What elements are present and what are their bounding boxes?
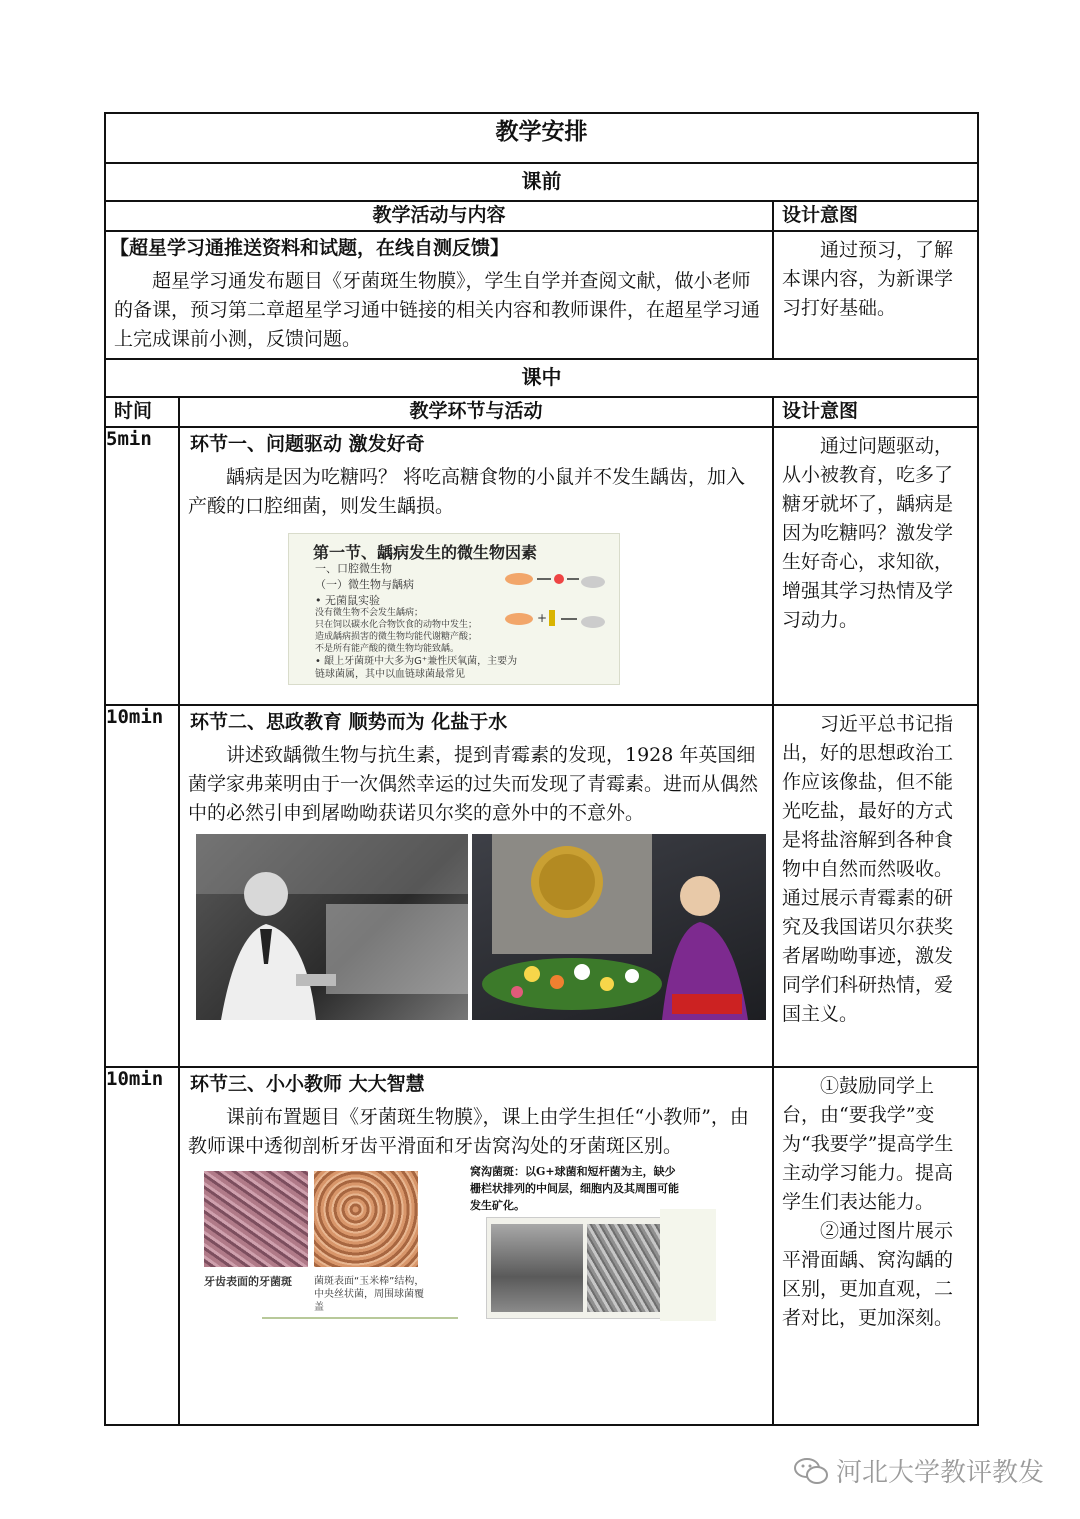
slide1-line1: 没有微生物不会发生龋病；	[315, 608, 424, 618]
plaque-caption-2: 菌斑表面“玉米棒”结构，中央丝状菌，周围球菌覆盖	[314, 1276, 425, 1313]
slide1-bullet2b: 链球菌属，其中以血链球菌最常见	[315, 669, 465, 680]
mouse-experiment-diagram	[489, 564, 609, 644]
fissure-note-1: 窝沟菌斑：以G+球菌和短杆菌为主，缺少	[470, 1165, 676, 1178]
slide-divider	[262, 1317, 458, 1319]
fissure-sem-image-1	[491, 1224, 583, 1312]
row2-section-title: 环节二、思政教育 顺势而为 化盐于水	[190, 711, 508, 733]
wechat-icon	[794, 1457, 828, 1485]
activity-header: 教学环节与活动	[179, 397, 773, 427]
row1-intent-cell	[773, 427, 978, 705]
pre-class-intent: 通过预习，了解本课内容，为新课学习打好基础。	[782, 239, 954, 319]
row3-body: 课前布置题目《牙菌斑生物膜》，课上由学生担任“小教师”，由教师课中透彻剖析牙齿平滑面和牙齿窝沟处的牙菌斑区别。	[188, 1106, 749, 1157]
fissure-plaque-note	[470, 1163, 706, 1214]
intent-header: 设计意图	[773, 397, 978, 427]
row1-activity-cell	[179, 427, 773, 705]
row3-intent-1: ①鼓励同学上台，由“要我学”变为“我要学”提高学生主动学习能力。提高学生们表达能力。	[782, 1075, 954, 1213]
fissure-note-2: 栅栏状排列的中间层，细胞内及其周围可能	[470, 1182, 679, 1195]
row2-activity-cell	[179, 705, 773, 1067]
row2-photos	[180, 834, 772, 1024]
fleming-photo	[196, 834, 468, 1020]
plaque-sem-image-2	[314, 1171, 418, 1267]
fissure-sem-images	[486, 1217, 688, 1319]
row2-time: 10min	[105, 705, 179, 1067]
slide1-line4: 不是所有能产酸的微生物均能致龋。	[315, 644, 460, 654]
slide1-bullet2: • 龈上牙菌斑中大多为G⁺兼性厌氧菌，主要为	[315, 656, 518, 667]
row3-section-title: 环节三、小小教师 大大智慧	[190, 1073, 425, 1095]
slide1-line2: 只在饲以碳水化合物饮食的动物中发生；	[315, 620, 478, 630]
row1-slide-image	[288, 533, 620, 685]
time-header: 时间	[105, 397, 179, 427]
pre-class-activity-body: 超星学习通发布题目《牙菌斑生物膜》，学生自学并查阅文献，做小老师的备课，预习第二章超星学习通中链接的相关内容和教师课件，在超星学习通上完成课前小测，反馈问题。	[114, 270, 761, 350]
page-title: 教学安排	[105, 113, 978, 163]
watermark	[794, 1452, 1044, 1489]
plaque-sem-image-1	[204, 1171, 308, 1267]
slide1-heading: 第一节、龋病发生的微生物因素	[313, 543, 538, 562]
row3-intent-cell	[773, 1067, 978, 1425]
row1-body: 龋病是因为吃糖吗？ 将吃高糖食物的小鼠并不发生龋齿，加入产酸的口腔细菌，则发生龋损。	[188, 466, 746, 517]
slide1-sub2: （一）微生物与龋病	[315, 578, 414, 591]
in-class-heading: 课中	[105, 359, 978, 397]
row1-intent: 通过问题驱动，从小被教育，吃多了糖牙就坏了，龋病是因为吃糖吗？激发学生好奇心，求知欲，增强其学习热情及学习动力。	[782, 435, 954, 631]
row3-intent-2: ②通过图片展示平滑面龋、窝沟龋的区别，更加直观，二者对比，更加深刻。	[782, 1220, 954, 1329]
plaque-caption-1: 牙齿表面的牙菌斑	[204, 1275, 292, 1288]
row2-intent-cell	[773, 705, 978, 1067]
row3-activity-cell	[179, 1067, 773, 1425]
tu-youyou-photo	[472, 834, 766, 1020]
row3-time: 10min	[105, 1067, 179, 1425]
row1-section-title: 环节一、问题驱动 激发好奇	[190, 433, 425, 455]
pre-class-intent-cell	[773, 231, 978, 359]
watermark-text: 河北大学教评教发	[835, 1458, 1044, 1488]
pre-class-heading: 课前	[105, 163, 978, 201]
slide1-sub1: 一、口腔微生物	[315, 562, 392, 575]
pre-class-activity-title: 【超星学习通推送资料和试题，在线自测反馈】	[110, 237, 510, 259]
slide-edge	[660, 1209, 716, 1321]
pre-class-activity-header: 教学活动与内容	[105, 201, 773, 231]
row3-figures	[180, 1165, 772, 1329]
plaque-sem-slide	[202, 1169, 458, 1321]
fissure-note-3: 发生矿化。	[470, 1199, 525, 1212]
slide1-bullet1: • 无菌鼠实验	[315, 594, 380, 607]
row2-intent: 习近平总书记指出，好的思想政治工作应该像盐，但不能光吃盐，最好的方式是将盐溶解到各种食物中自然而然吸收。通过展示青霉素的研究及我国诺贝尔获奖者屠呦呦事迹，激发同学们科研热情，爱国主义。	[782, 713, 954, 1025]
svg-text:+: +	[537, 611, 548, 625]
teaching-plan-table	[104, 112, 979, 1426]
row2-body: 讲述致龋微生物与抗生素，提到青霉素的发现，1928 年英国细菌学家弗莱明由于一次偶然幸运的过失而发现了青霉素。进而从偶然中的必然引申到屠呦呦获诺贝尔奖的意外中的不意外。	[188, 744, 759, 824]
slide1-line3: 造成龋病损害的微生物均能代谢糖产酸；	[315, 632, 478, 642]
row1-time: 5min	[105, 427, 179, 705]
pre-class-activity-cell	[105, 231, 773, 359]
pre-class-intent-header: 设计意图	[773, 201, 978, 231]
